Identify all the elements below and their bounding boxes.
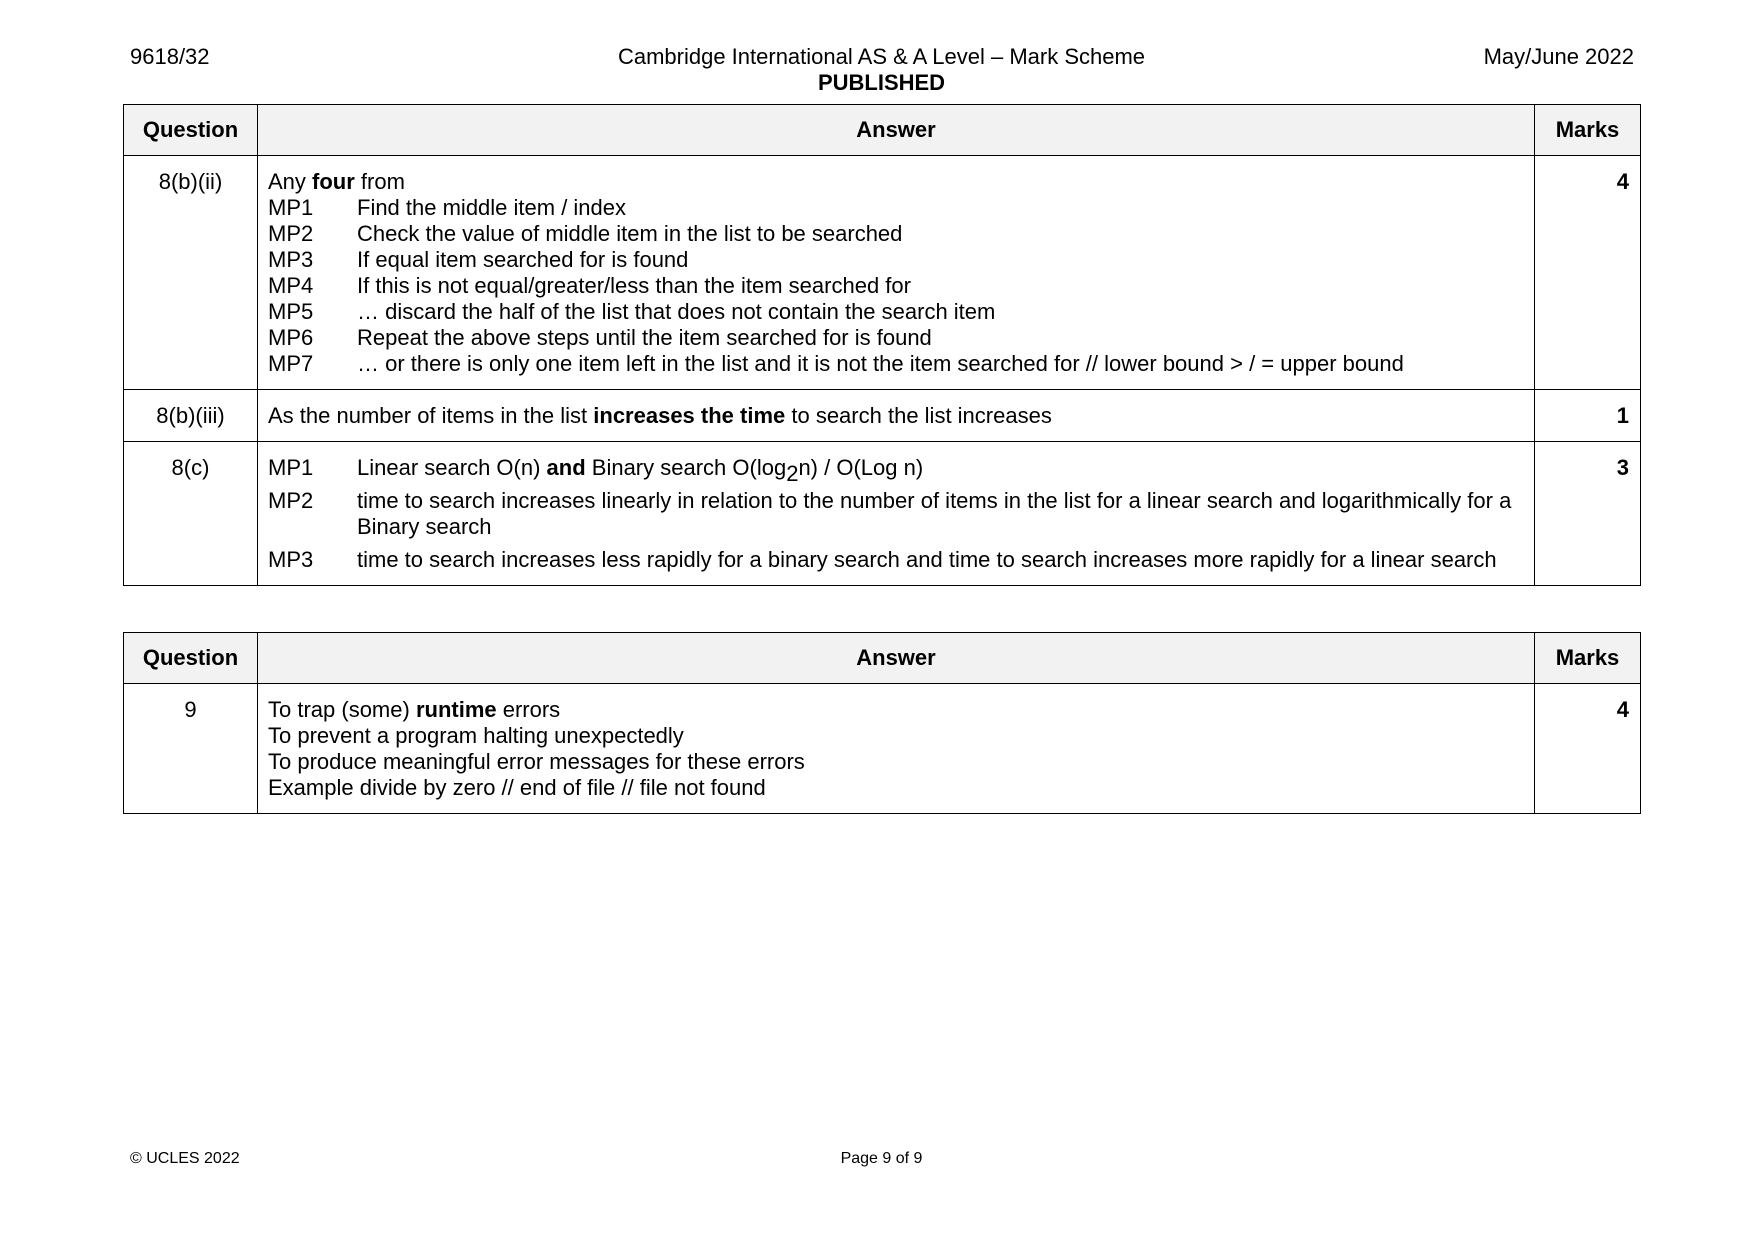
answer-line: To produce meaningful error messages for these errors <box>268 749 805 774</box>
answer-cell <box>258 684 1535 814</box>
answer-line: To prevent a program halting unexpectedly <box>268 723 684 748</box>
marks-column-header: Marks <box>1535 105 1641 156</box>
answer-intro: Any four from <box>268 169 405 194</box>
question-column-header: Question <box>124 633 258 684</box>
page-number: Page 9 of 9 <box>840 1150 923 1167</box>
mark-scheme-table-1 <box>123 104 1641 586</box>
question-number: 8(b)(ii) <box>124 156 258 390</box>
mark-point: MP2 time to search increases linearly in relation to the number of items in the list for a linear search and logarithmically for a Binary search <box>268 488 1512 539</box>
paper-code: 9618/32 <box>130 44 210 69</box>
answer-cell: As the number of items in the list increases the time to search the list increases <box>258 390 1535 442</box>
table-row <box>124 390 1641 442</box>
table-row <box>124 442 1641 586</box>
exam-session: May/June 2022 <box>1483 44 1634 69</box>
question-number: 8(c) <box>124 442 258 586</box>
mark-point: MP6 Repeat the above steps until the item searched for is found <box>268 325 932 350</box>
mark-point: MP7 … or there is only one item left in the list and it is not the item searched for // lower bound > / = upper bound <box>268 351 1404 376</box>
marks-value: 3 <box>1535 442 1641 586</box>
table-row <box>124 684 1641 814</box>
question-column-header: Question <box>124 105 258 156</box>
mark-point: MP3 If equal item searched for is found <box>268 247 689 272</box>
mark-point: MP5 … discard the half of the list that does not contain the search item <box>268 299 996 324</box>
mark-point: MP3 time to search increases less rapidly for a binary search and time to search increases more rapidly for a linear search <box>268 547 1497 572</box>
question-number: 9 <box>124 684 258 814</box>
question-number: 8(b)(iii) <box>124 390 258 442</box>
marks-value: 4 <box>1535 684 1641 814</box>
answer-cell <box>258 156 1535 390</box>
table-header-row <box>124 633 1641 684</box>
answer-cell <box>258 442 1535 586</box>
answer-column-header: Answer <box>258 633 1535 684</box>
mark-scheme-table-2 <box>123 632 1641 814</box>
published-label: PUBLISHED <box>817 70 946 95</box>
marks-value: 4 <box>1535 156 1641 390</box>
answer-column-header: Answer <box>258 105 1535 156</box>
marks-value: 1 <box>1535 390 1641 442</box>
mark-point: MP1 Linear search O(n) and Binary search O(log2n) / O(Log n) <box>268 455 924 486</box>
document-title: Cambridge International AS & A Level – Mark Scheme <box>617 44 1146 69</box>
table-header-row <box>124 105 1641 156</box>
mark-point: MP2 Check the value of middle item in the list to be searched <box>268 221 903 246</box>
table-row <box>124 156 1641 390</box>
mark-point: MP1 Find the middle item / index <box>268 195 627 220</box>
copyright-notice: © UCLES 2022 <box>130 1150 240 1167</box>
marks-column-header: Marks <box>1535 633 1641 684</box>
answer-line: Example divide by zero // end of file // file not found <box>268 775 766 800</box>
answer-line: To trap (some) runtime errors <box>268 697 561 722</box>
mark-point: MP4 If this is not equal/greater/less than the item searched for <box>268 273 911 298</box>
